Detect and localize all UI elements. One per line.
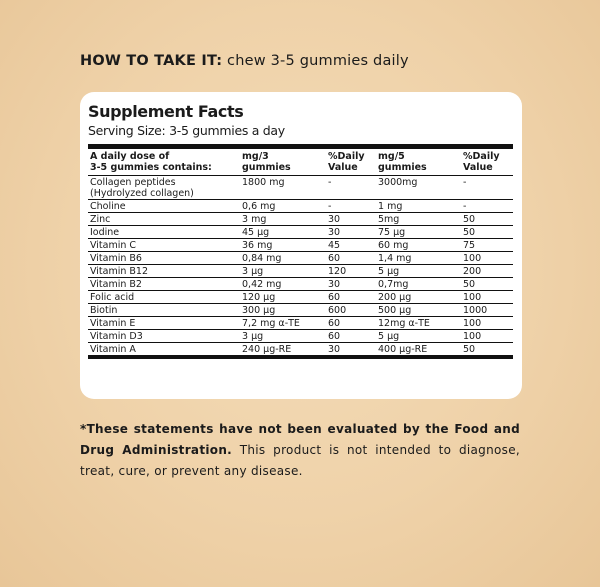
nutrient-name xyxy=(88,291,240,304)
daily-value-3 xyxy=(326,239,376,252)
daily-value-5 xyxy=(461,239,513,252)
header-dv3-line1: %Daily xyxy=(328,151,365,162)
amount-3-gummies xyxy=(240,265,326,278)
amount-5-gummies xyxy=(376,343,461,356)
amount-3-gummies-text: 240 µg-RE xyxy=(242,344,292,355)
daily-value-3-text: - xyxy=(328,177,332,188)
amount-5-gummies xyxy=(376,317,461,330)
amount-3-gummies xyxy=(240,317,326,330)
header-mg5-line2: gummies xyxy=(378,161,427,173)
daily-value-5-text: 1000 xyxy=(463,305,488,316)
nutrient-name xyxy=(88,213,240,226)
daily-value-3-text: 30 xyxy=(328,214,341,225)
daily-value-5 xyxy=(461,291,513,304)
daily-value-5 xyxy=(461,330,513,343)
nutrient-name-text: Biotin xyxy=(90,305,118,316)
nutrient-name-text: Vitamin E xyxy=(90,318,136,329)
amount-5-gummies xyxy=(376,176,461,200)
amount-5-gummies-text: 500 µg xyxy=(378,305,412,316)
how-to-text: chew 3-5 gummies daily xyxy=(222,53,409,69)
daily-value-3-text: 30 xyxy=(328,279,341,290)
amount-3-gummies xyxy=(240,343,326,356)
table-row xyxy=(88,317,513,330)
amount-5-gummies xyxy=(376,213,461,226)
table-row xyxy=(88,330,513,343)
amount-3-gummies-text: 3 mg xyxy=(242,214,267,225)
table-row xyxy=(88,176,513,200)
amount-5-gummies-text: 60 mg xyxy=(378,240,409,251)
amount-3-gummies-text: 0,42 mg xyxy=(242,279,282,290)
daily-value-5-text: - xyxy=(463,177,467,188)
table-row xyxy=(88,343,513,356)
amount-3-gummies xyxy=(240,200,326,213)
amount-5-gummies xyxy=(376,330,461,343)
header-dv5-line2: Value xyxy=(463,161,493,173)
amount-5-gummies-text: 5mg xyxy=(378,214,400,225)
amount-3-gummies-text: 300 µg xyxy=(242,305,276,316)
daily-value-5 xyxy=(461,213,513,226)
header-dose xyxy=(88,149,240,176)
amount-3-gummies-text: 120 µg xyxy=(242,292,276,303)
amount-3-gummies-text: 3 µg xyxy=(242,266,264,277)
daily-value-5-text: 75 xyxy=(463,240,476,251)
nutrient-name xyxy=(88,226,240,239)
header-dv3 xyxy=(326,149,376,176)
nutrient-name xyxy=(88,278,240,291)
amount-3-gummies xyxy=(240,239,326,252)
daily-value-5-text: 50 xyxy=(463,279,476,290)
daily-value-5-text: - xyxy=(463,201,467,212)
amount-5-gummies-text: 0,7mg xyxy=(378,279,409,290)
amount-3-gummies xyxy=(240,213,326,226)
daily-value-3 xyxy=(326,317,376,330)
daily-value-5 xyxy=(461,343,513,356)
table-row xyxy=(88,226,513,239)
amount-3-gummies-text: 7,2 mg α-TE xyxy=(242,318,300,329)
daily-value-3-text: 45 xyxy=(328,240,341,251)
nutrient-name-text: Zinc xyxy=(90,214,111,225)
header-mg3-line2: gummies xyxy=(242,161,291,173)
supplement-facts-title: Supplement Facts xyxy=(88,102,244,121)
daily-value-5 xyxy=(461,317,513,330)
daily-value-3-text: 30 xyxy=(328,227,341,238)
amount-3-gummies xyxy=(240,278,326,291)
amount-5-gummies xyxy=(376,278,461,291)
daily-value-5-text: 100 xyxy=(463,331,482,342)
nutrient-name-text: Collagen peptides xyxy=(90,177,176,188)
daily-value-3-text: - xyxy=(328,201,332,212)
amount-3-gummies-text: 0,84 mg xyxy=(242,253,282,264)
amount-5-gummies-text: 400 µg-RE xyxy=(378,344,428,355)
daily-value-3 xyxy=(326,265,376,278)
daily-value-3 xyxy=(326,343,376,356)
amount-3-gummies xyxy=(240,252,326,265)
amount-5-gummies-text: 5 µg xyxy=(378,331,400,342)
nutrient-name-text: Vitamin D3 xyxy=(90,331,143,342)
nutrient-name-text: Vitamin B6 xyxy=(90,253,142,264)
disclaimer-text: This product is not intended to diagnose, treat, cure, or prevent any disease. xyxy=(80,443,520,478)
header-mg5-line1: mg/5 xyxy=(378,151,405,162)
table-row xyxy=(88,239,513,252)
amount-3-gummies xyxy=(240,226,326,239)
daily-value-3 xyxy=(326,330,376,343)
amount-5-gummies xyxy=(376,252,461,265)
nutrient-name xyxy=(88,200,240,213)
amount-3-gummies-text: 36 mg xyxy=(242,240,273,251)
how-to-label: HOW TO TAKE IT: xyxy=(80,53,223,69)
table-row xyxy=(88,252,513,265)
nutrient-name xyxy=(88,343,240,356)
nutrient-name xyxy=(88,265,240,278)
amount-5-gummies xyxy=(376,304,461,317)
header-mg3-line1: mg/3 xyxy=(242,151,269,162)
daily-value-3 xyxy=(326,176,376,200)
table-header-row xyxy=(88,149,513,176)
nutrient-name-text: Choline xyxy=(90,201,126,212)
nutrient-name xyxy=(88,239,240,252)
header-dv5 xyxy=(461,149,513,176)
table-row xyxy=(88,265,513,278)
table-body xyxy=(88,176,513,356)
header-dv3-line2: Value xyxy=(328,161,358,173)
nutrient-name-text: Vitamin B12 xyxy=(90,266,149,277)
amount-3-gummies xyxy=(240,176,326,200)
disclaimer-bold: *These statements have not been evaluated by the Food and Drug Administration. xyxy=(80,422,520,457)
daily-value-3-text: 60 xyxy=(328,292,341,303)
amount-5-gummies-text: 1 mg xyxy=(378,201,403,212)
how-to-take-instructions xyxy=(80,53,409,69)
amount-5-gummies xyxy=(376,200,461,213)
daily-value-5-text: 50 xyxy=(463,227,476,238)
daily-value-3-text: 30 xyxy=(328,344,341,355)
nutrient-name-text: Iodine xyxy=(90,227,120,238)
amount-5-gummies xyxy=(376,239,461,252)
amount-5-gummies xyxy=(376,265,461,278)
fda-disclaimer xyxy=(80,419,520,482)
amount-5-gummies-text: 3000mg xyxy=(378,177,418,188)
table-row xyxy=(88,278,513,291)
amount-3-gummies-text: 0,6 mg xyxy=(242,201,276,212)
bottom-divider xyxy=(88,356,513,359)
daily-value-3 xyxy=(326,291,376,304)
daily-value-3 xyxy=(326,278,376,291)
daily-value-5-text: 50 xyxy=(463,214,476,225)
supplement-facts-table xyxy=(88,149,513,356)
daily-value-3 xyxy=(326,213,376,226)
header-mg3 xyxy=(240,149,326,176)
daily-value-3 xyxy=(326,200,376,213)
daily-value-5 xyxy=(461,176,513,200)
nutrient-name-text: Folic acid xyxy=(90,292,135,303)
daily-value-3-text: 60 xyxy=(328,318,341,329)
daily-value-3 xyxy=(326,252,376,265)
nutrient-name-text: Vitamin C xyxy=(90,240,137,251)
table-row xyxy=(88,213,513,226)
nutrient-name xyxy=(88,176,240,200)
amount-5-gummies-text: 75 µg xyxy=(378,227,406,238)
daily-value-5 xyxy=(461,278,513,291)
nutrient-name xyxy=(88,317,240,330)
amount-5-gummies-text: 12mg α-TE xyxy=(378,318,430,329)
amount-3-gummies-text: 45 µg xyxy=(242,227,270,238)
header-dose-line1: A daily dose of xyxy=(90,151,170,162)
daily-value-5 xyxy=(461,200,513,213)
daily-value-5 xyxy=(461,226,513,239)
daily-value-5-text: 100 xyxy=(463,292,482,303)
amount-5-gummies-text: 5 µg xyxy=(378,266,400,277)
table-row xyxy=(88,304,513,317)
amount-3-gummies xyxy=(240,330,326,343)
amount-5-gummies xyxy=(376,291,461,304)
daily-value-3-text: 60 xyxy=(328,331,341,342)
daily-value-5 xyxy=(461,304,513,317)
daily-value-3 xyxy=(326,304,376,317)
daily-value-5 xyxy=(461,252,513,265)
daily-value-5-text: 50 xyxy=(463,344,476,355)
amount-5-gummies-text: 1,4 mg xyxy=(378,253,412,264)
nutrient-name xyxy=(88,252,240,265)
header-dose-line2: 3-5 gummies contains: xyxy=(90,161,212,173)
daily-value-5-text: 200 xyxy=(463,266,482,277)
amount-3-gummies-text: 3 µg xyxy=(242,331,264,342)
nutrient-name-text: Vitamin A xyxy=(90,344,136,355)
nutrient-subname: (Hydrolyzed collagen) xyxy=(90,188,194,199)
amount-5-gummies xyxy=(376,226,461,239)
daily-value-5 xyxy=(461,265,513,278)
header-dv5-line1: %Daily xyxy=(463,151,500,162)
nutrient-name xyxy=(88,304,240,317)
supplement-facts-card xyxy=(80,92,522,399)
table-row xyxy=(88,200,513,213)
header-mg5 xyxy=(376,149,461,176)
daily-value-5-text: 100 xyxy=(463,318,482,329)
supplement-facts-panel xyxy=(88,102,513,359)
amount-3-gummies xyxy=(240,304,326,317)
daily-value-3 xyxy=(326,226,376,239)
serving-size: Serving Size: 3-5 gummies a day xyxy=(88,123,285,138)
daily-value-5-text: 100 xyxy=(463,253,482,264)
amount-5-gummies-text: 200 µg xyxy=(378,292,412,303)
nutrient-name xyxy=(88,330,240,343)
amount-3-gummies-text: 1800 mg xyxy=(242,177,285,188)
daily-value-3-text: 120 xyxy=(328,266,347,277)
table-row xyxy=(88,291,513,304)
daily-value-3-text: 600 xyxy=(328,305,347,316)
daily-value-3-text: 60 xyxy=(328,253,341,264)
nutrient-name-text: Vitamin B2 xyxy=(90,279,142,290)
amount-3-gummies xyxy=(240,291,326,304)
